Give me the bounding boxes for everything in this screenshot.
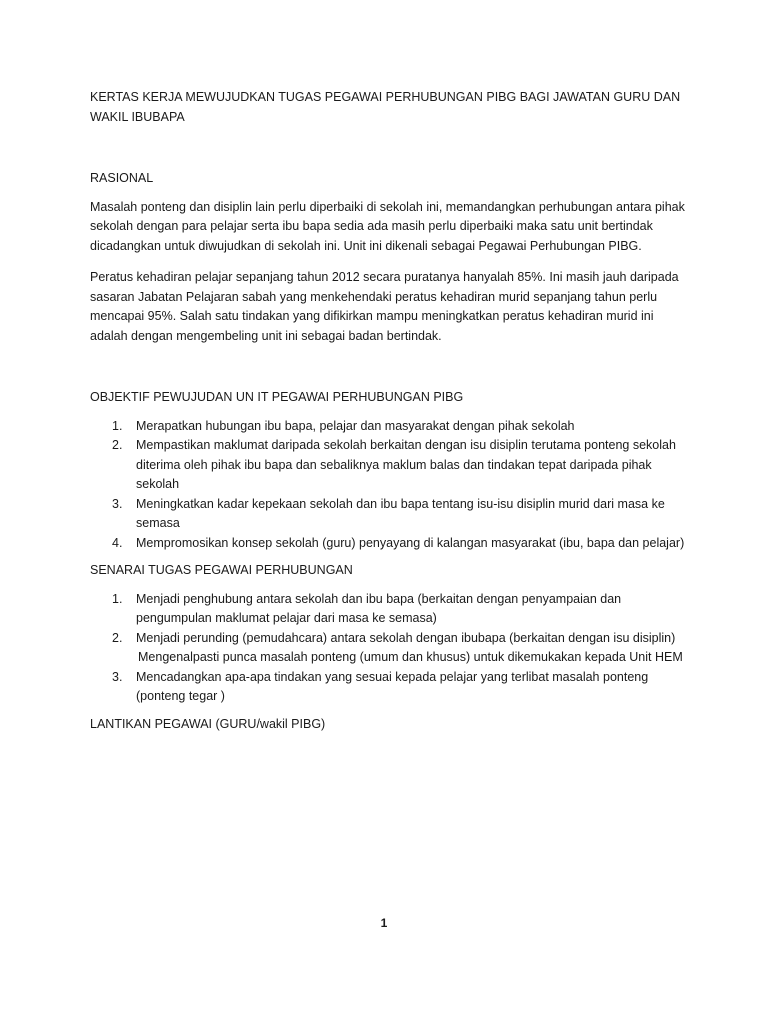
lantikan-heading: LANTIKAN PEGAWAI (GURU/wakil PIBG) bbox=[90, 716, 326, 731]
objektif-list bbox=[90, 417, 690, 554]
list-item bbox=[112, 668, 690, 707]
page-number: 1 bbox=[380, 916, 388, 930]
list-item bbox=[112, 534, 690, 554]
senarai-list bbox=[90, 590, 690, 707]
list-item-text: Mencadangkan apa-apa tindakan yang sesuai kepada pelajar yang terlibat masalah ponteng (ponteng tegar ) bbox=[136, 669, 649, 703]
senarai-heading: SENARAI TUGAS PEGAWAI PERHUBUNGAN bbox=[90, 563, 353, 577]
list-item bbox=[112, 417, 690, 437]
list-item-text: Menjadi perunding (pemudahcara) antara sekolah dengan ibubapa (berkaitan dengan isu disiplin) bbox=[136, 630, 676, 645]
list-item-number: 4. bbox=[112, 535, 123, 550]
list-item-number: 2. bbox=[112, 630, 123, 645]
list-item bbox=[112, 629, 690, 668]
list-item-text: Meningkatkan kadar kepekaan sekolah dan ibu bapa tentang isu-isu disiplin murid dari masa ke semasa bbox=[136, 496, 665, 530]
rasional-heading: RASIONAL bbox=[90, 171, 154, 185]
list-item-number: 3. bbox=[112, 669, 123, 684]
document-title: KERTAS KERJA MEWUJUDKAN TUGAS PEGAWAI PERHUBUNGAN PIBG BAGI JAWATAN GURU DAN WAKIL IBUBAPA bbox=[90, 90, 681, 124]
list-item-number: 1. bbox=[112, 591, 123, 606]
list-item-text: Menjadi penghubung antara sekolah dan ibu bapa (berkaitan dengan penyampaian dan pengumpulan maklumat pelajar dari masa ke semasa) bbox=[136, 591, 622, 625]
rasional-paragraph-2: Peratus kehadiran pelajar sepanjang tahun 2012 secara puratanya hanyalah 85%. Ini masih jauh daripada sasaran Jabatan Pelajaran sabah yang menkehendaki peratus kehadiran murid sepanjang tahun perlu mencapai 95%. Salah satu tindakan yang difikirkan mampu meningkatkan peratus kehadiran murid ini adalah dengan mengembeling unit ini sebagai badan bertindak. bbox=[90, 270, 679, 343]
list-item-text: Mempromosikan konsep sekolah (guru) penyayang di kalangan masyarakat (ibu, bapa dan pelajar) bbox=[136, 535, 685, 550]
list-item bbox=[112, 495, 690, 534]
list-item-text: Merapatkan hubungan ibu bapa, pelajar dan masyarakat dengan pihak sekolah bbox=[136, 418, 575, 433]
list-item bbox=[112, 436, 690, 495]
objektif-heading: OBJEKTIF PEWUJUDAN UN IT PEGAWAI PERHUBUNGAN PIBG bbox=[90, 390, 464, 404]
list-item-text: Mempastikan maklumat daripada sekolah berkaitan dengan isu disiplin terutama ponteng sekolah diterima oleh pihak ibu bapa dan sebaliknya maklum balas dan tindakan tepat daripada pihak sekolah bbox=[136, 438, 676, 491]
list-item-number: 3. bbox=[112, 496, 123, 511]
rasional-paragraph-1: Masalah ponteng dan disiplin lain perlu diperbaiki di sekolah ini, memandangkan perhubungan antara pihak sekolah dengan para pelajar serta ibu bapa sedia ada masih perlu diperbaiki maka satu unit bertindak dicadangkan untuk diwujudkan di sekolah ini. Unit ini dikenali sebagai Pegawai Perhubungan PIBG. bbox=[90, 199, 685, 253]
list-item-number: 2. bbox=[112, 438, 123, 452]
list-item bbox=[112, 590, 690, 629]
list-item-number: 1. bbox=[112, 418, 123, 433]
list-item-subtext: Mengenalpasti punca masalah ponteng (umum dan khusus) untuk dikemukakan kepada Unit HEM bbox=[138, 650, 683, 664]
